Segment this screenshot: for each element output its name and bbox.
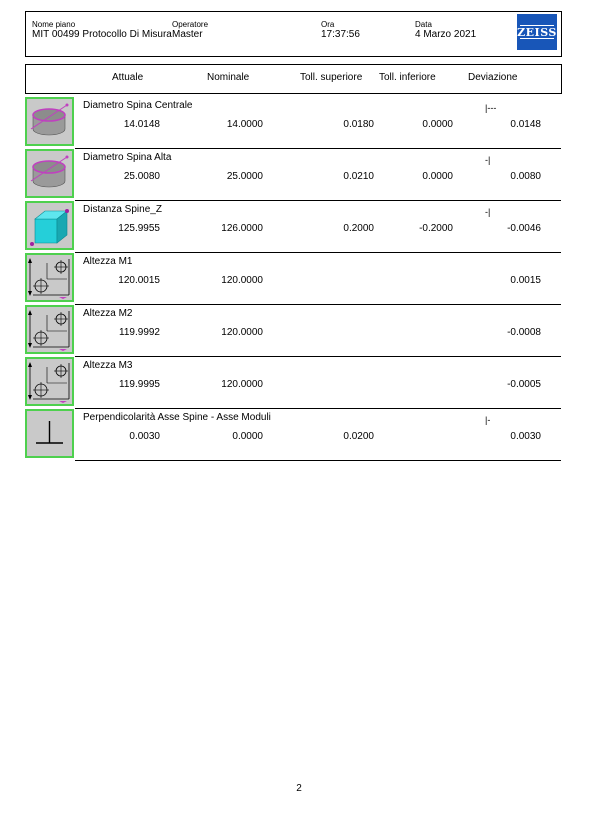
actual-value: 0.0030 xyxy=(129,431,160,442)
feature-name: Altezza M2 xyxy=(83,308,133,319)
measurement-row xyxy=(25,305,561,357)
nominal-value: 120.0000 xyxy=(221,379,263,390)
lower-tol-value: 0.0000 xyxy=(422,119,453,130)
deviation-value: 0.0030 xyxy=(510,431,541,442)
actual-value: 120.0015 xyxy=(118,275,160,286)
row-divider xyxy=(75,460,561,461)
time-label: Ora xyxy=(321,20,335,29)
col-nominal: Nominale xyxy=(207,72,250,83)
measurement-row xyxy=(25,409,561,461)
report-header xyxy=(25,11,562,57)
height-icon xyxy=(25,357,74,406)
upper-tol-value: 0.0210 xyxy=(343,171,374,182)
nominal-value: 120.0000 xyxy=(221,275,263,286)
measurement-row xyxy=(25,201,561,253)
lower-tol-value: -0.2000 xyxy=(419,223,453,234)
height-icon xyxy=(25,305,74,354)
deviation-symbol: -| xyxy=(485,207,491,217)
nominal-value: 0.0000 xyxy=(232,431,263,442)
nominal-value: 120.0000 xyxy=(221,327,263,338)
date-value: 4 Marzo 2021 xyxy=(415,29,477,40)
date-label: Data xyxy=(415,20,432,29)
feature-name: Perpendicolarità Asse Spine - Asse Moduli xyxy=(83,412,271,423)
nominal-value: 25.0000 xyxy=(226,171,263,182)
feature-name: Diametro Spina Centrale xyxy=(83,100,193,111)
measurement-row xyxy=(25,149,561,201)
cylinder-icon xyxy=(25,149,74,198)
upper-tol-value: 0.2000 xyxy=(343,223,374,234)
measurement-row xyxy=(25,253,561,305)
col-actual: Attuale xyxy=(112,72,144,83)
plan-value: MIT 00499 Protocollo Di Misura xyxy=(32,29,172,40)
plan-label: Nome piano xyxy=(32,20,76,29)
operator-value: Master xyxy=(172,29,203,40)
feature-name: Distanza Spine_Z xyxy=(83,204,162,215)
feature-name: Diametro Spina Alta xyxy=(83,152,172,163)
page-number: 2 xyxy=(296,783,302,794)
upper-tol-value: 0.0180 xyxy=(343,119,374,130)
deviation-value: -0.0046 xyxy=(507,223,541,234)
deviation-value: -0.0008 xyxy=(507,327,541,338)
date-cell xyxy=(415,20,476,40)
plan-cell xyxy=(32,20,172,40)
upper-tol-value: 0.0200 xyxy=(343,431,374,442)
deviation-value: 0.0148 xyxy=(510,119,541,130)
deviation-value: 0.0015 xyxy=(510,275,541,286)
nominal-value: 14.0000 xyxy=(226,119,263,130)
actual-value: 125.9955 xyxy=(118,223,160,234)
height-icon xyxy=(25,253,74,302)
column-header xyxy=(25,64,562,94)
col-lower-tol: Toll. inferiore xyxy=(379,72,436,83)
cylinder-icon xyxy=(25,97,74,146)
actual-value: 25.0080 xyxy=(123,171,160,182)
feature-name: Altezza M3 xyxy=(83,360,133,371)
deviation-symbol: |- xyxy=(485,415,491,425)
measurement-row xyxy=(25,357,561,409)
deviation-symbol: |--- xyxy=(485,103,497,113)
actual-value: 119.9995 xyxy=(119,379,160,390)
zeiss-logo: ZEISS xyxy=(517,14,557,50)
col-deviation: Deviazione xyxy=(468,72,518,83)
feature-name: Altezza M1 xyxy=(83,256,133,267)
deviation-value: -0.0005 xyxy=(507,379,541,390)
col-upper-tol: Toll. superiore xyxy=(300,72,363,83)
operator-cell xyxy=(172,20,208,40)
actual-value: 14.0148 xyxy=(123,119,160,130)
deviation-value: 0.0080 xyxy=(510,171,541,182)
time-value: 17:37:56 xyxy=(321,29,360,40)
lower-tol-value: 0.0000 xyxy=(422,171,453,182)
nominal-value: 126.0000 xyxy=(221,223,263,234)
operator-label: Operatore xyxy=(172,20,209,29)
perpendicularity-icon xyxy=(25,409,74,458)
cube-icon xyxy=(25,201,74,250)
deviation-symbol: -| xyxy=(485,155,491,165)
measurement-row xyxy=(25,97,561,149)
time-cell xyxy=(321,20,360,40)
actual-value: 119.9992 xyxy=(119,327,160,338)
